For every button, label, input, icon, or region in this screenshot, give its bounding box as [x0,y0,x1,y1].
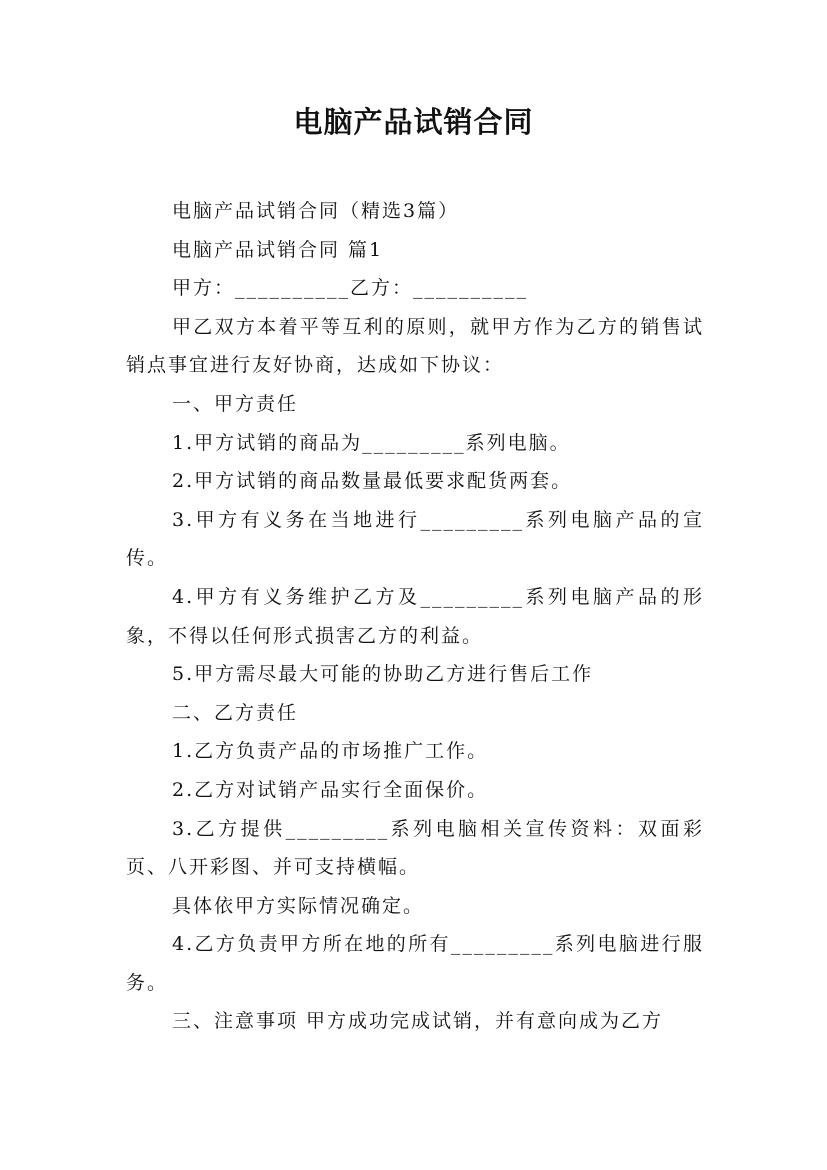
document-body [126,192,704,1041]
clause-a-2: 2.甲方试销的商品数量最低要求配货两套。 [172,470,573,493]
clause-a-3: 3.甲方有义务在当地进行_________系列电脑产品的宣传。 [126,508,704,570]
section-heading-notes: 三、注意事项 甲方成功完成试销，并有意向成为乙方 [172,1010,664,1033]
paragraph-preamble: 甲乙双方本着平等互利的原则，就甲方作为乙方的销售试销点事宜进行友好协商，达成如下协议： [126,315,704,377]
clause-a-4: 4.甲方有义务维护乙方及_________系列电脑产品的形象，不得以任何形式损害乙方的利益。 [126,585,704,647]
clause-b-4: 4.乙方负责甲方所在地的所有_________系列电脑进行服务。 [126,933,704,994]
paragraph-subtitle: 电脑产品试销合同（精选3篇） [172,200,460,222]
clause-a-1: 1.甲方试销的商品为_________系列电脑。 [172,431,571,454]
paragraph-parties: 甲方：__________乙方：__________ [172,277,529,300]
clause-a-5: 5.甲方需尽最大可能的协助乙方进行售后工作 [172,663,594,686]
clause-b-2: 2.乙方对试销产品实行全面保价。 [172,778,489,801]
paragraph-chapter-heading: 电脑产品试销合同 篇1 [172,238,384,261]
clause-b-1: 1.乙方负责产品的市场推广工作。 [172,740,489,763]
section-heading-party-b: 二、乙方责任 [172,701,299,724]
document-title: 电脑产品试销合同 [293,105,534,139]
section-heading-party-a: 一、甲方责任 [172,392,299,415]
clause-b-3: 3.乙方提供_________系列电脑相关宣传资料：双面彩页、八开彩图、并可支持横幅。 [126,817,704,879]
clause-b-3-note: 具体依甲方实际情况确定。 [172,894,425,917]
